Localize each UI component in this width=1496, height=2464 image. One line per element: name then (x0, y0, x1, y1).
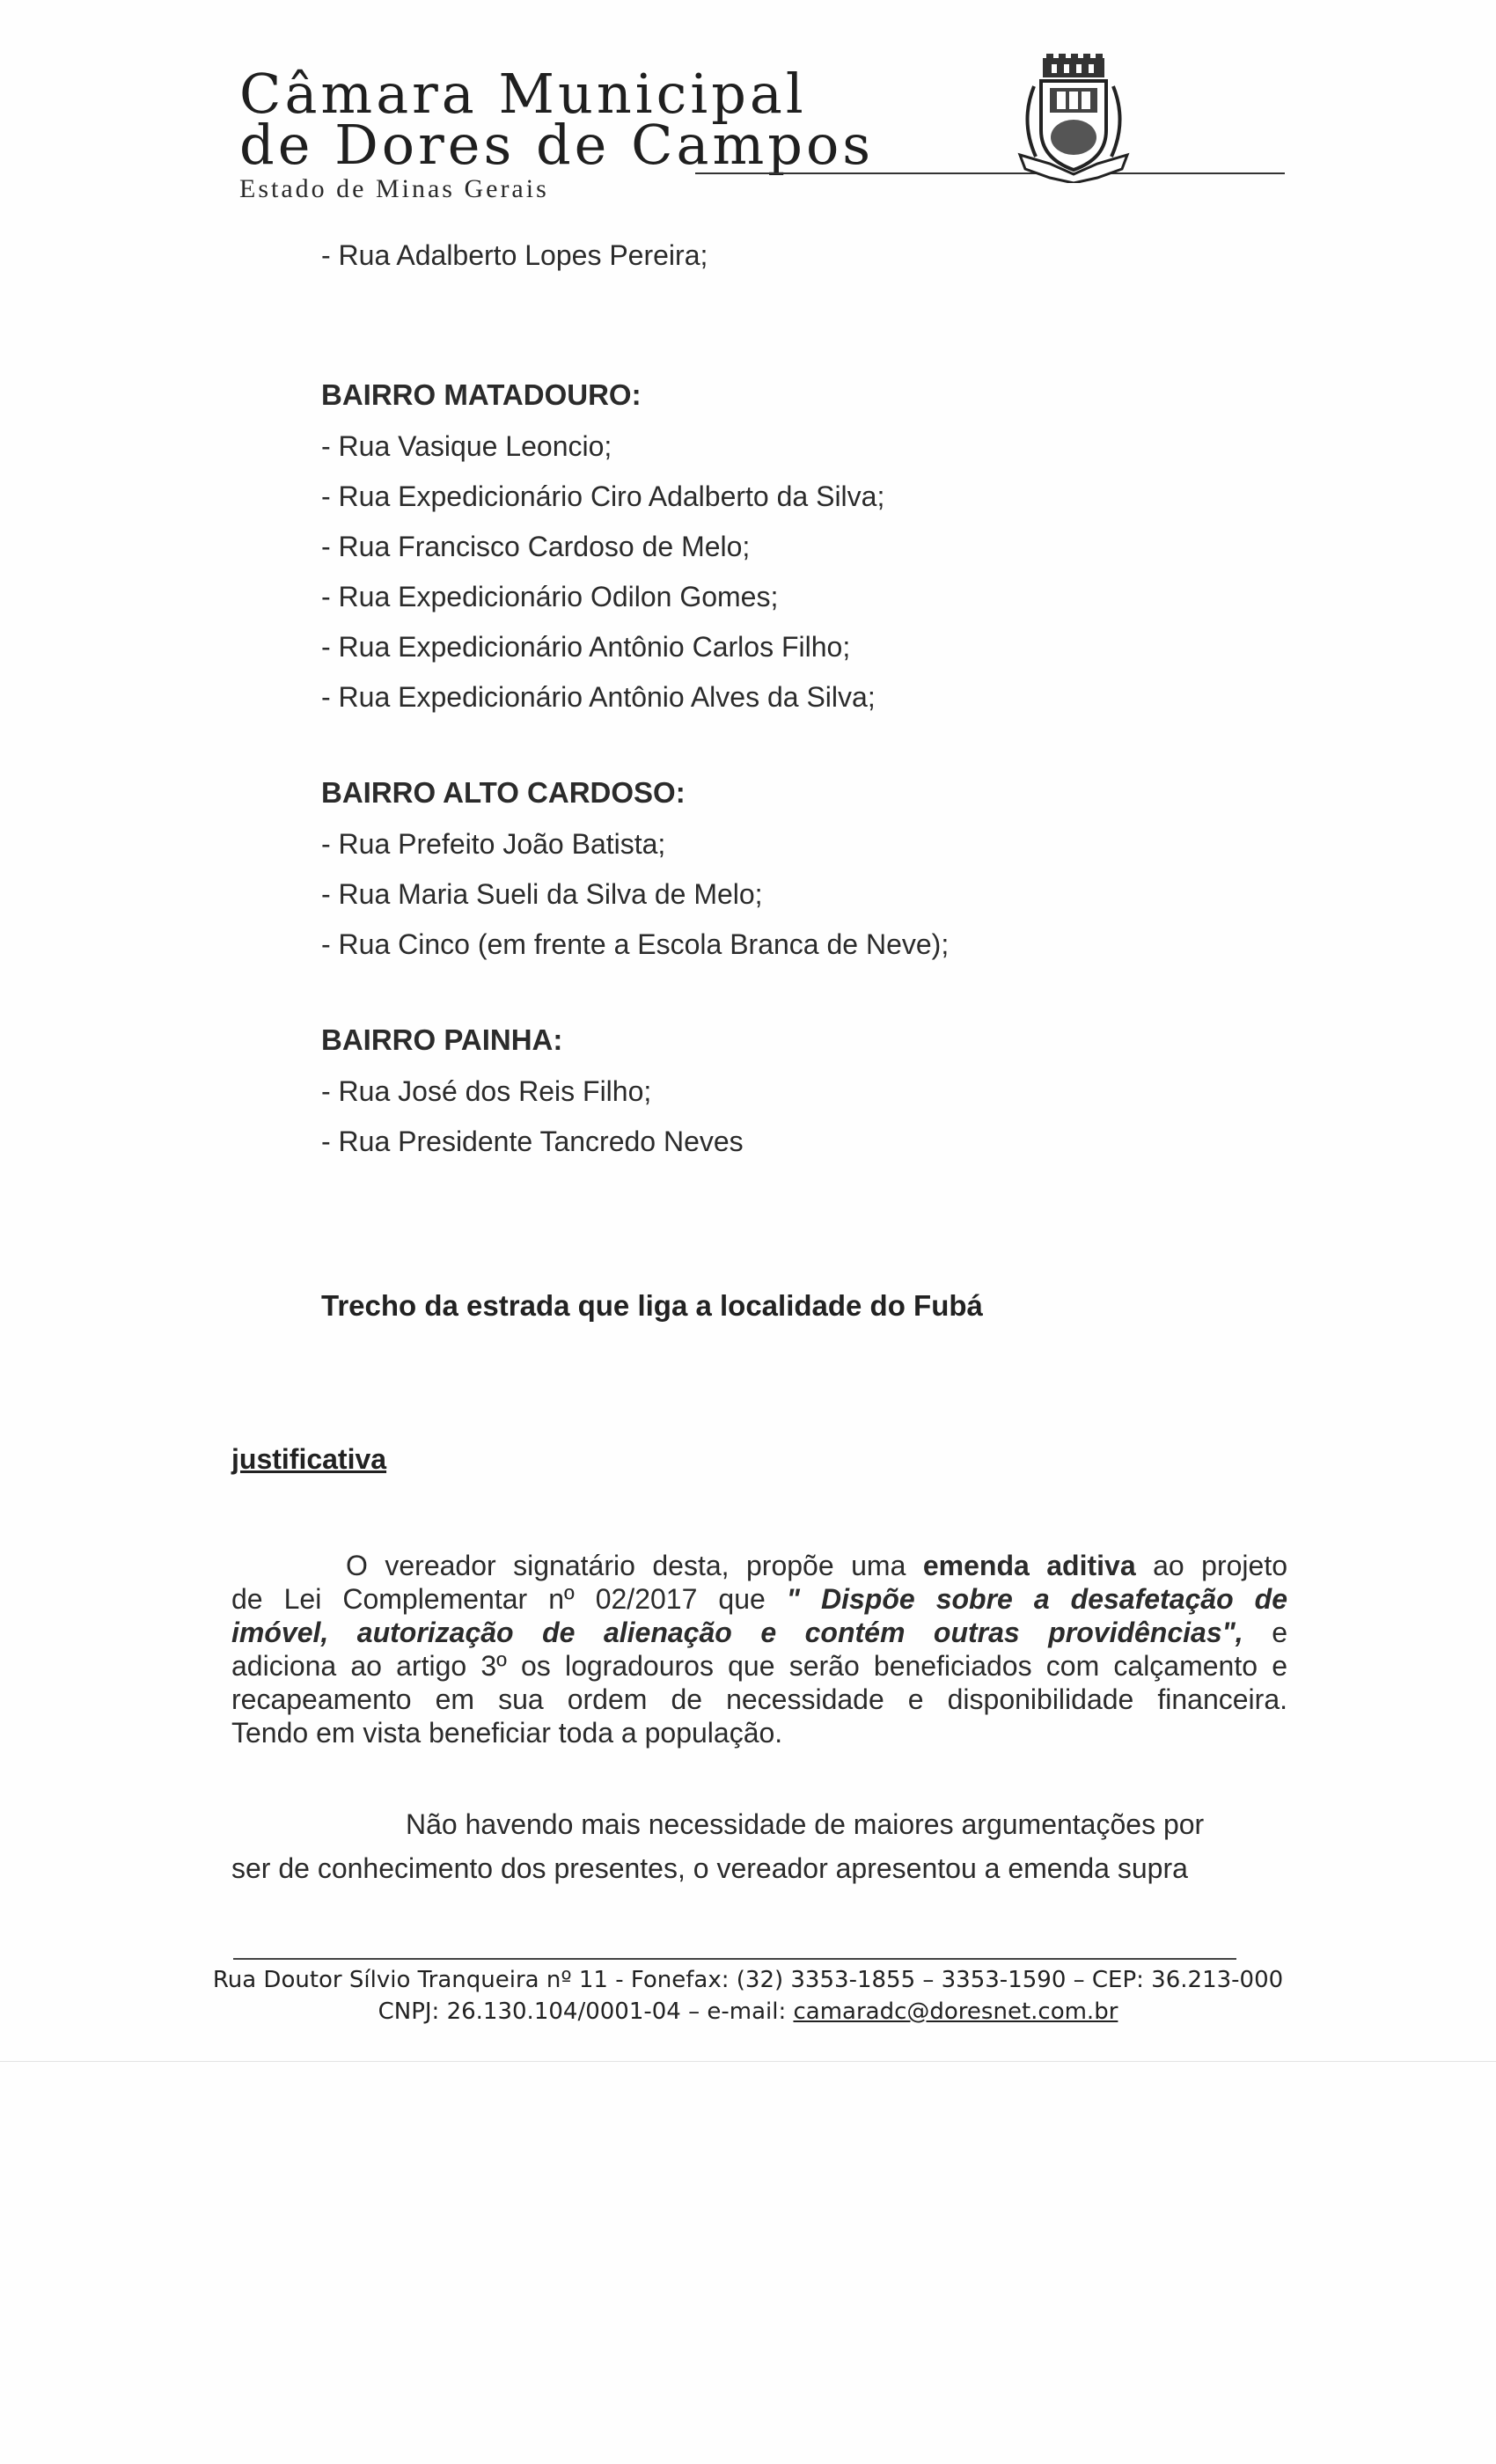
paragraph-line (231, 1616, 1287, 1649)
letterhead-state: Estado de Minas Gerais (239, 174, 549, 203)
text-run: O vereador signatário desta, propõe uma (346, 1550, 923, 1581)
coat-of-arms-icon (1008, 51, 1140, 183)
footer-address: Rua Doutor Sílvio Tranqueira nº 11 - Fonefax: (32) 3353-1855 – 3353-1590 – CEP: 36.213-000 (212, 1967, 1284, 1993)
list-item: - Rua Presidente Tancredo Neves (321, 1126, 744, 1157)
list-item: - Rua Vasique Leoncio; (321, 430, 612, 462)
letterhead-rule (695, 172, 1285, 174)
footer-contact (176, 1996, 1320, 2028)
paragraph-line: recapeamento em sua ordem de necessidade e disponibilidade financeira. (231, 1683, 1287, 1715)
list-item: - Rua Prefeito João Batista; (321, 828, 666, 860)
list-item: - Rua José dos Reis Filho; (321, 1075, 652, 1107)
text-run-bold-italic: imóvel, autorização de alienação e contém outras providências", (231, 1617, 1243, 1648)
bairro-heading-painha: BAIRRO PAINHA: (321, 1023, 563, 1056)
footer (176, 1964, 1320, 2028)
paragraph-line: ser de conhecimento dos presentes, o vereador apresentou a emenda supra (231, 1852, 1188, 1884)
text-run: Não havendo mais necessidade de maiores argumentações por (406, 1808, 1205, 1840)
paragraph-line (231, 1802, 1252, 1846)
footer-rule (233, 1958, 1236, 1960)
text-run: e (1243, 1617, 1288, 1648)
intro-street: - Rua Adalberto Lopes Pereira; (321, 239, 708, 271)
paragraph-line (231, 1549, 1287, 1582)
text-run-bold: emenda aditiva (922, 1550, 1136, 1581)
paragraph-line: Tendo em vista beneficiar toda a população. (231, 1717, 783, 1749)
list-item: - Rua Cinco (em frente a Escola Branca de Neve); (321, 928, 950, 960)
scan-edge (0, 2061, 1496, 2062)
text-run-bold-italic: " Dispõe sobre a desafetação de (786, 1583, 1287, 1615)
road-section-heading: Trecho da estrada que liga a localidade do Fubá (321, 1289, 983, 1322)
closing-paragraph (231, 1802, 1252, 1890)
list-item: - Rua Maria Sueli da Silva de Melo; (321, 878, 763, 910)
letterhead-subtitle: de Dores de Campos (239, 113, 875, 177)
bairro-heading-alto-cardoso: BAIRRO ALTO CARDOSO: (321, 776, 686, 809)
paragraph-line: adiciona ao artigo 3º os logradouros que serão beneficiados com calçamento e (231, 1650, 1287, 1682)
letterhead-title: Câmara Municipal (239, 62, 807, 126)
list-item: - Rua Expedicionário Ciro Adalberto da Silva; (321, 480, 885, 512)
list-item: - Rua Expedicionário Odilon Gomes; (321, 581, 779, 612)
bairro-heading-matadouro: BAIRRO MATADOURO: (321, 378, 642, 411)
email-link[interactable]: camaradc@doresnet.com.br (793, 1998, 1118, 2025)
text-run: de Lei Complementar nº 02/2017 que (231, 1583, 787, 1615)
footer-cnpj: CNPJ: 26.130.104/0001-04 – e-mail: (378, 1998, 794, 2025)
street-list (321, 231, 1307, 1167)
list-item: - Rua Expedicionário Antônio Alves da Silva; (321, 681, 876, 713)
text-run: ao projeto (1135, 1550, 1288, 1581)
list-item: - Rua Francisco Cardoso de Melo; (321, 531, 751, 562)
justificativa-heading: justificativa (231, 1443, 387, 1475)
list-item: - Rua Expedicionário Antônio Carlos Filho; (321, 631, 851, 663)
justification-paragraph (231, 1549, 1287, 1749)
paragraph-line (231, 1582, 1287, 1616)
